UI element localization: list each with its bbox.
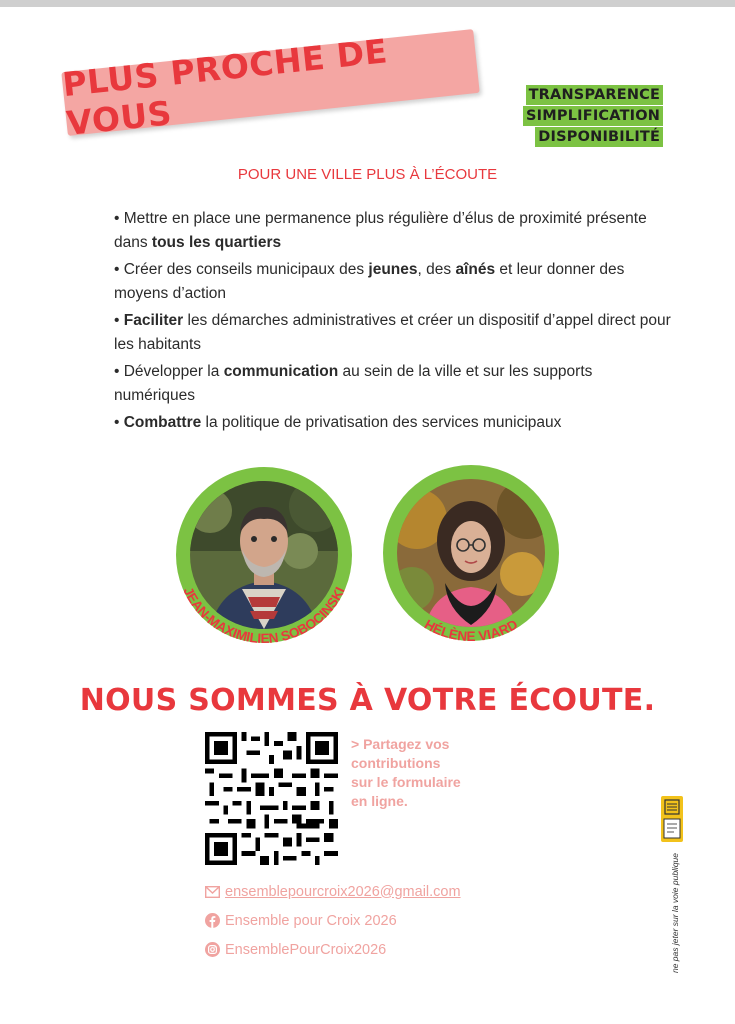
instagram-link[interactable]: EnsemblePourCroix2026 — [225, 941, 387, 958]
candidate-name-1: JEAN-MAXIMILIEN SOBOCINSKI — [180, 584, 348, 647]
point-conseils: • Créer des conseils municipaux des jeunes, des aînés et leur donner des moyens d’action — [114, 261, 625, 302]
name-arc-viard — [365, 447, 577, 659]
title-banner — [60, 29, 479, 143]
top-border — [0, 0, 735, 7]
contact-list — [205, 877, 461, 964]
banner-title: PLUS PROCHE DE VOUS — [60, 31, 390, 143]
tag-simplification: SIMPLIFICATION — [523, 106, 663, 126]
program-points — [114, 207, 674, 438]
qr-code[interactable] — [205, 732, 338, 865]
svg-text:JEAN-MAXIMILIEN SOBOCINSKI — [180, 585, 347, 646]
contact-email[interactable] — [205, 877, 461, 906]
point-privatisation: • Combattre la politique de privatisation des services municipaux — [114, 414, 562, 431]
svg-text:HÉLÈNE VIARD — [422, 617, 521, 644]
tag-transparence: TRANSPARENCE — [526, 85, 664, 105]
mail-icon — [205, 884, 220, 899]
facebook-icon — [205, 913, 220, 928]
point-demarches: • Faciliter les démarches administratives et créer un dispositif d’appel direct pour les habitants — [114, 312, 671, 353]
contact-facebook[interactable] — [205, 906, 461, 935]
candidate-name-2: HÉLÈNE VIARD — [421, 616, 521, 645]
subtitle: POUR UNE VILLE PLUS À L’ÉCOUTE — [237, 166, 498, 183]
tag-disponibilite: DISPONIBILITÉ — [535, 127, 663, 147]
facebook-link[interactable]: Ensemble pour Croix 2026 — [225, 912, 397, 929]
recycle-icon — [661, 796, 683, 842]
point-permanence: • Mettre en place une permanence plus régulière d’élus de proximité présente dans tous les quartiers — [114, 210, 647, 251]
email-link[interactable]: ensemblepourcroix2026@gmail.com — [225, 883, 461, 900]
contact-instagram[interactable] — [205, 935, 461, 964]
disposal-notice: ne pas jeter sur la voie publique — [670, 852, 680, 974]
headline: NOUS SOMMES À VOTRE ÉCOUTE. — [79, 683, 656, 718]
cta-text: > Partagez vos contributions sur le formulaire en ligne. — [351, 736, 461, 809]
name-arc-sobocinski — [158, 449, 370, 661]
point-communication: • Développer la communication au sein de la ville et sur les supports numériques — [114, 363, 593, 404]
values-tags — [523, 85, 663, 147]
instagram-icon — [205, 942, 220, 957]
